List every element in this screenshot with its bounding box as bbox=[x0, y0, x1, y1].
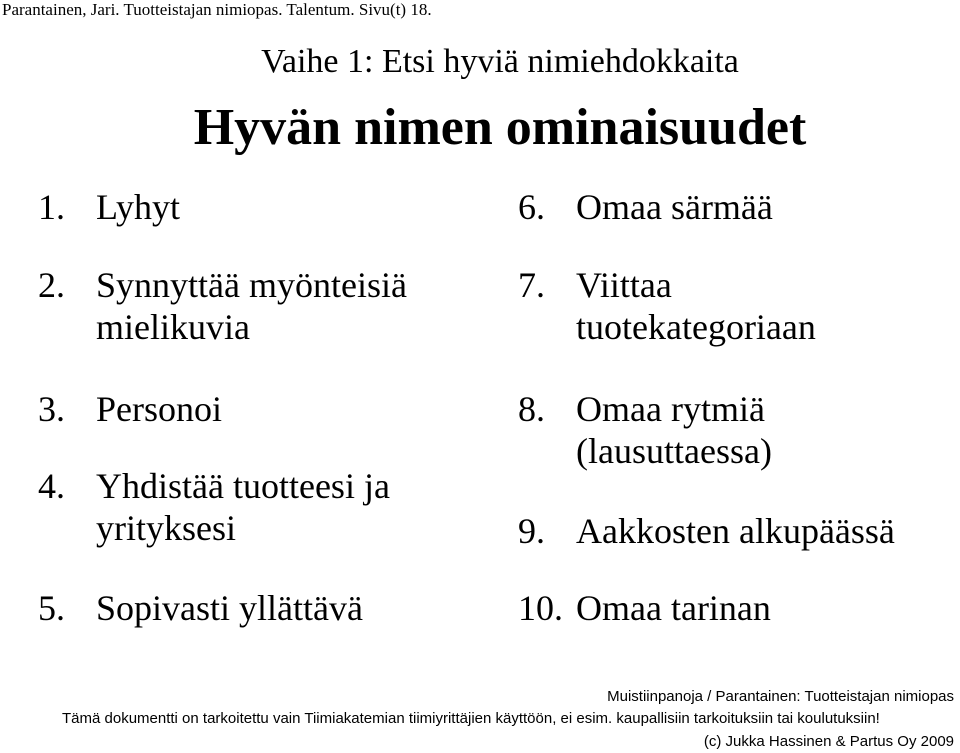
list-item-number: 2. bbox=[38, 265, 65, 305]
list-item-text: Sopivasti yllättävä bbox=[96, 588, 363, 628]
list-item-text: Viittaa bbox=[576, 265, 672, 305]
list-item-text: Omaa särmää bbox=[576, 187, 773, 227]
list-item bbox=[38, 465, 390, 549]
list-item bbox=[518, 186, 773, 228]
page-title: Hyvän nimen ominaisuudet bbox=[193, 99, 807, 156]
list-item-text: Omaa tarinan bbox=[576, 588, 771, 628]
list-item bbox=[38, 587, 363, 629]
list-item-number: 6. bbox=[518, 187, 545, 227]
list-item-text: Synnyttää myönteisiä bbox=[96, 265, 407, 305]
list-item bbox=[518, 510, 895, 552]
list-item-number: 10. bbox=[518, 588, 563, 628]
list-item-text: Personoi bbox=[96, 389, 222, 429]
list-item bbox=[38, 264, 407, 348]
footer-note: Muistiinpanoja / Parantainen: Tuotteistajan nimiopas bbox=[607, 688, 954, 705]
footer-usage-notice: Tämä dokumentti on tarkoitettu vain Tiimiakatemian tiimiyrittäjien käyttöön, ei esim. kaupallisiin tarkoituksiin tai koulutuksiin! bbox=[62, 710, 880, 727]
list-item bbox=[518, 388, 772, 472]
list-item-number: 3. bbox=[38, 389, 65, 429]
list-item-number: 9. bbox=[518, 511, 545, 551]
page-subtitle: Vaihe 1: Etsi hyviä nimiehdokkaita bbox=[261, 43, 739, 80]
list-item-text: Yhdistää tuotteesi ja bbox=[96, 466, 390, 506]
source-citation: Parantainen, Jari. Tuotteistajan nimiopas. Talentum. Sivu(t) 18. bbox=[2, 0, 432, 19]
list-item-text: yrityksesi bbox=[96, 508, 236, 548]
list-item-number: 4. bbox=[38, 466, 65, 506]
list-item bbox=[518, 264, 816, 348]
list-item bbox=[38, 186, 180, 228]
list-item-text: tuotekategoriaan bbox=[576, 307, 816, 347]
footer-copyright: (c) Jukka Hassinen & Partus Oy 2009 bbox=[703, 733, 954, 750]
list-item-number: 7. bbox=[518, 265, 545, 305]
list-item-number: 1. bbox=[38, 187, 65, 227]
list-item-text: Aakkosten alkupäässä bbox=[576, 511, 895, 551]
list-item-text: Lyhyt bbox=[96, 187, 181, 227]
list-item-number: 5. bbox=[38, 588, 65, 628]
list-item-text: Omaa rytmiä bbox=[576, 389, 765, 429]
list-item bbox=[518, 587, 771, 629]
list-item bbox=[38, 388, 222, 430]
list-item-text: (lausuttaessa) bbox=[576, 431, 772, 471]
list-item-text: mielikuvia bbox=[96, 307, 250, 347]
list-item-number: 8. bbox=[518, 389, 545, 429]
